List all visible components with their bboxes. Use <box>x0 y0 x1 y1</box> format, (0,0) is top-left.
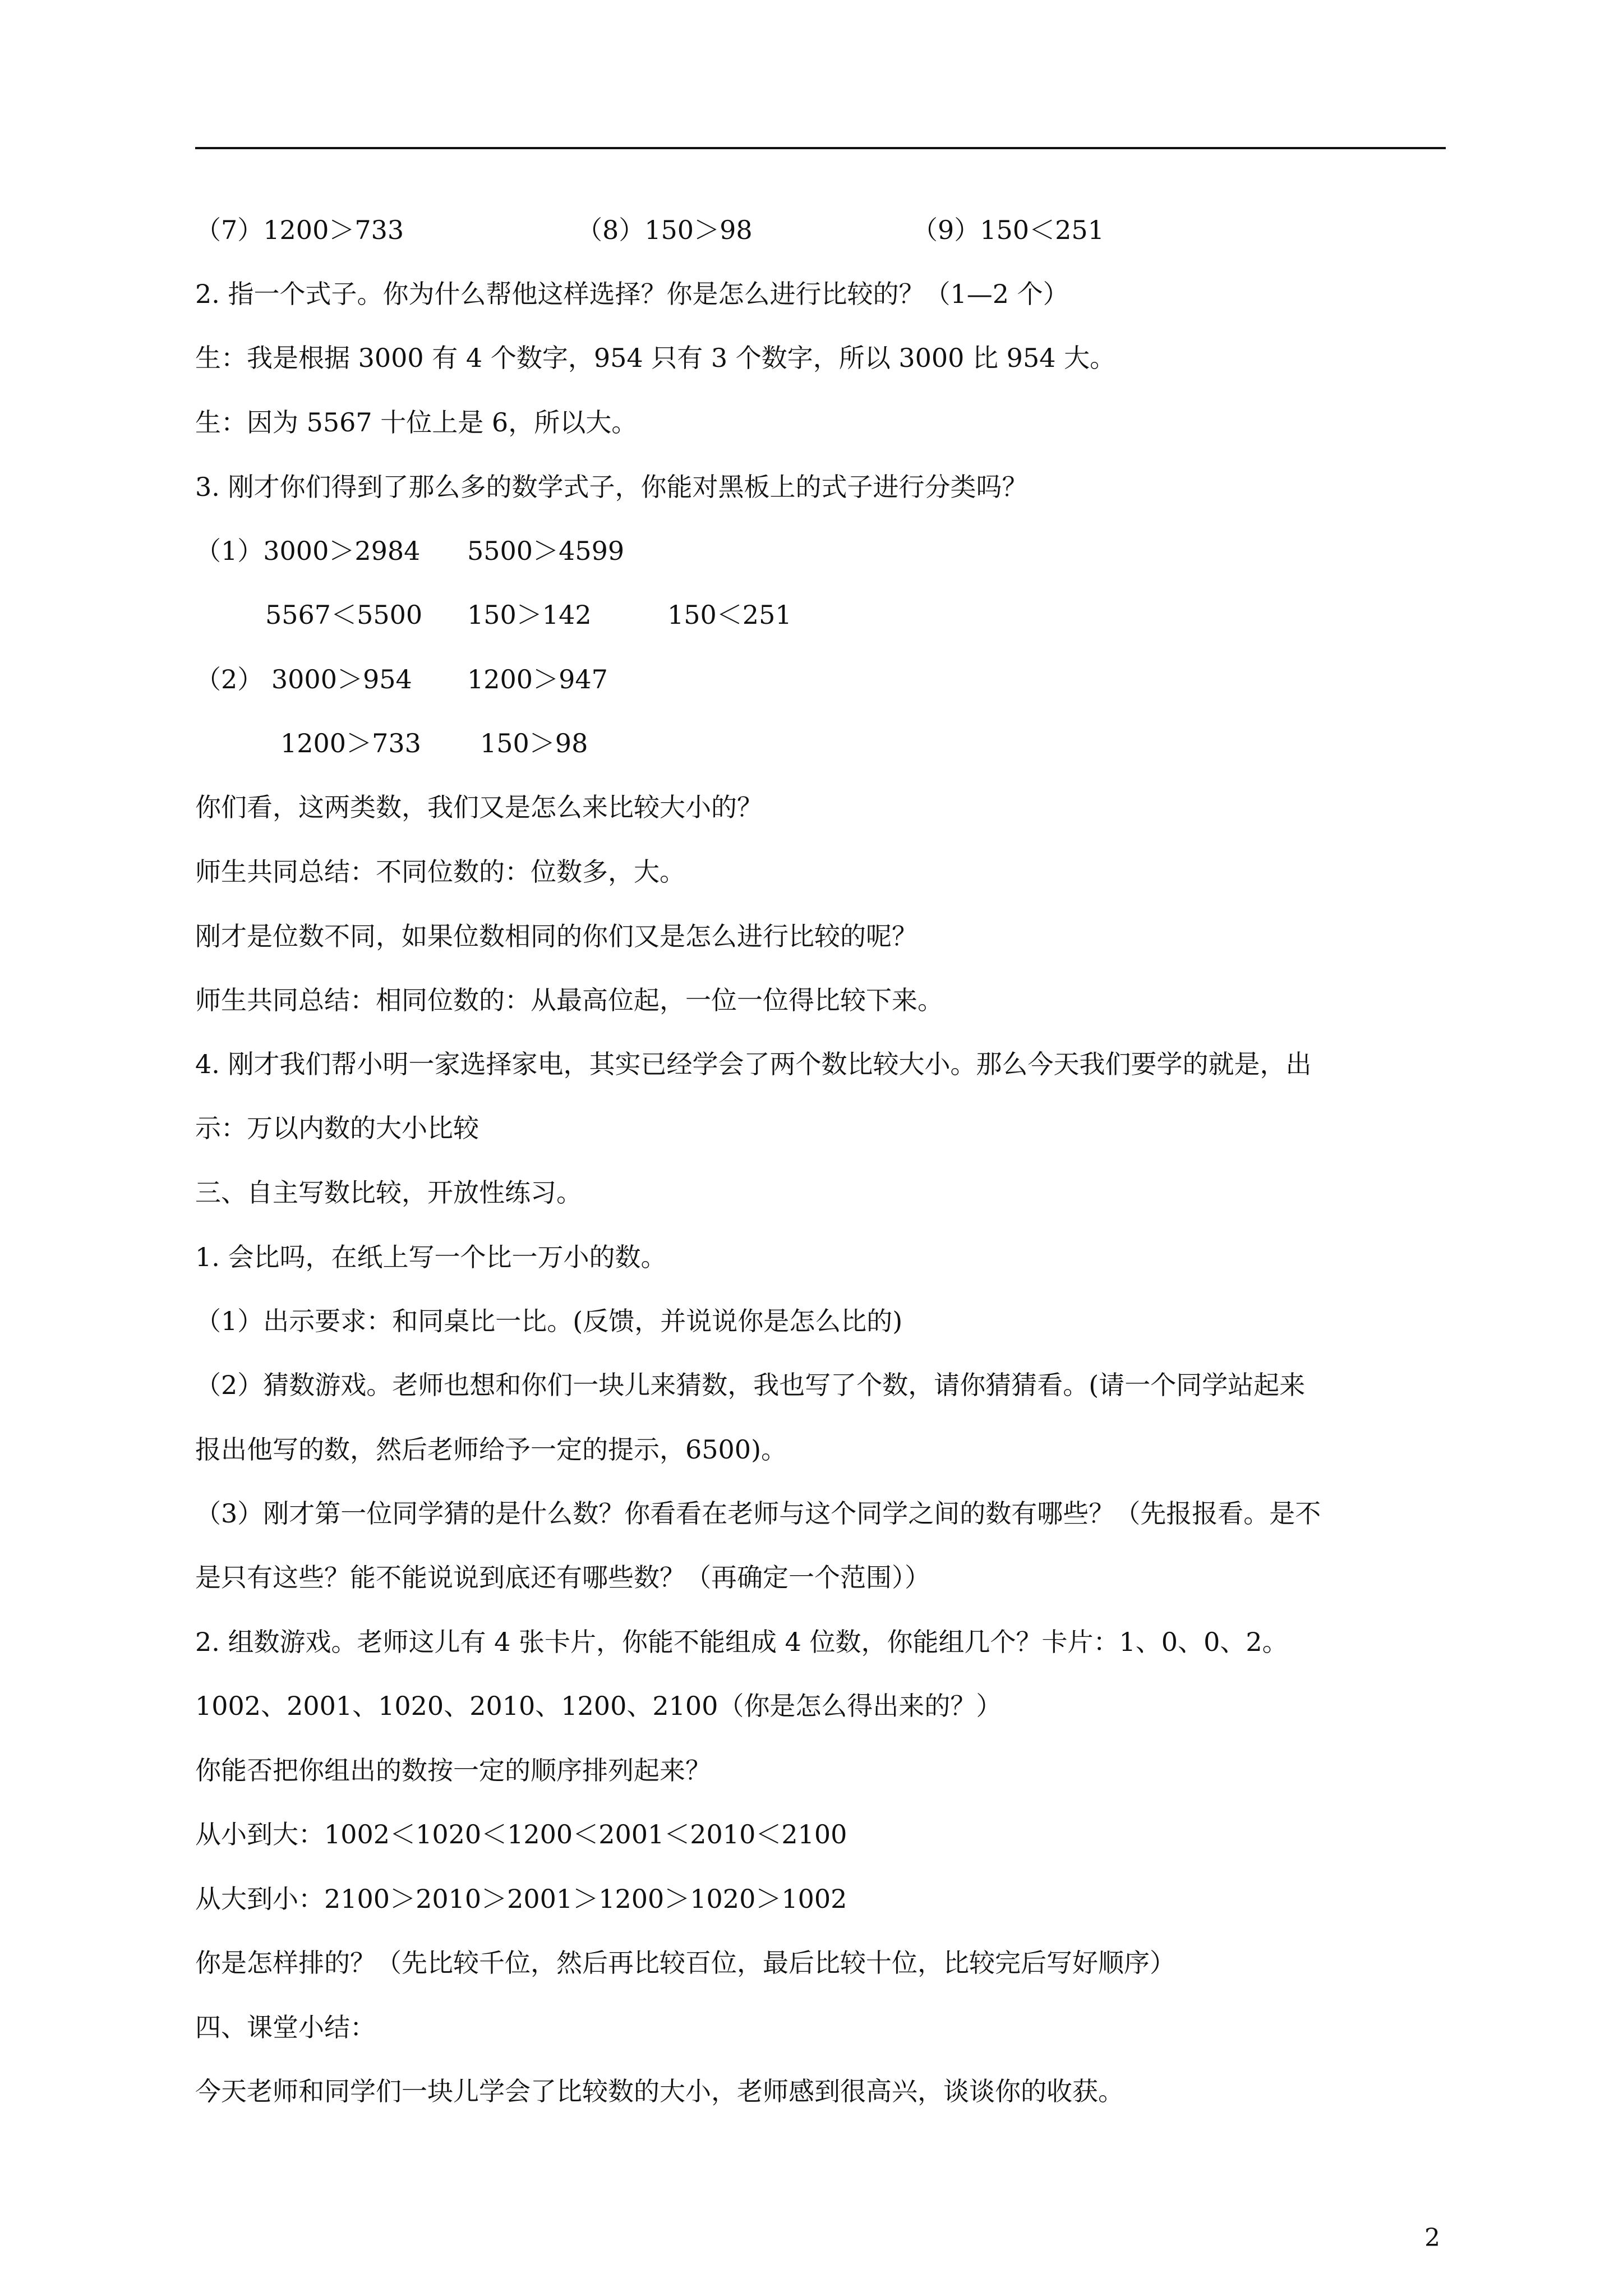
page-number: 2 <box>1424 2224 1440 2252</box>
comparison-8: （8）150＞98 <box>577 215 753 245</box>
paragraph-activity-1-step-2-cont: 报出他写的数，然后老师给予一定的提示，6500)。 <box>195 1434 787 1465</box>
paragraph-activity-1-step-2: （2）猜数游戏。老师也想和你们一块儿来猜数，我也写了个数，请你猜猜看。(请一个同学站起来 <box>195 1370 1306 1400</box>
paragraph-question-2: 2. 指一个式子。你为什么帮他这样选择？你是怎么进行比较的？（1—2 个） <box>195 279 1069 309</box>
expression: （1）3000＞2984 <box>195 536 421 566</box>
section-heading-4: 四、课堂小结： <box>195 2012 376 2042</box>
paragraph-activity-1-step-3-cont: 是只有这些？能不能说说到底还有哪些数？（再确定一个范围）） <box>195 1562 930 1593</box>
comparison-9: （9）150＜251 <box>912 215 1104 245</box>
paragraph-descending-order: 从大到小：2100＞2010＞2001＞1200＞1020＞1002 <box>195 1884 847 1914</box>
paragraph-activity-2: 2. 组数游戏。老师这儿有 4 张卡片，你能不能组成 4 位数，你能组几个？卡片：1、0、0、2。 <box>195 1627 1288 1657</box>
expression: 150＜251 <box>667 600 792 630</box>
paragraph-summary-1: 师生共同总结：不同位数的：位数多，大。 <box>195 857 685 887</box>
expression: 1200＞733 <box>280 728 421 758</box>
paragraph-summary-2: 师生共同总结：相同位数的：从最高位起，一位一位得比较下来。 <box>195 985 943 1015</box>
header-rule <box>195 147 1446 149</box>
paragraph: 你们看，这两类数，我们又是怎么来比较大小的？ <box>195 792 763 822</box>
paragraph-question-4: 4. 刚才我们帮小明一家选择家电，其实已经学会了两个数比较大小。那么今天我们要学的就是，出 <box>195 1049 1312 1079</box>
paragraph: 你能否把你组出的数按一定的顺序排列起来？ <box>195 1755 711 1786</box>
paragraph-activity-1-step-3: （3）刚才第一位同学猜的是什么数？你看看在老师与这个同学之间的数有哪些？（先报报看。是不 <box>195 1498 1321 1529</box>
paragraph-student-answer-2: 生：因为 5567 十位上是 6，所以大。 <box>195 407 638 438</box>
paragraph-activity-1-step-1: （1）出示要求：和同桌比一比。(反馈，并说说你是怎么比的) <box>195 1306 903 1336</box>
paragraph: 你是怎样排的？（先比较千位，然后再比较百位，最后比较十位，比较完后写好顺序） <box>195 1948 1175 1978</box>
expression: （2） 3000＞954 <box>195 664 412 694</box>
paragraph-closing: 今天老师和同学们一块儿学会了比较数的大小，老师感到很高兴，谈谈你的收获。 <box>195 2076 1124 2106</box>
expression: 5500＞4599 <box>467 536 625 566</box>
paragraph-student-answer-1: 生：我是根据 3000 有 4 个数字，954 只有 3 个数字，所以 3000 比 954 大。 <box>195 343 1116 373</box>
expression: 1200＞947 <box>467 664 608 694</box>
expression: 150＞98 <box>480 728 588 758</box>
section-heading-3: 三、自主写数比较，开放性练习。 <box>195 1177 582 1208</box>
paragraph-number-list: 1002、2001、1020、2010、1200、2100（你是怎么得出来的？） <box>195 1691 1002 1721</box>
paragraph-activity-1: 1. 会比吗，在纸上写一个比一万小的数。 <box>195 1242 667 1272</box>
expression: 5567＜5500 <box>265 600 423 630</box>
expression: 150＞142 <box>467 600 592 630</box>
comparison-7: （7）1200＞733 <box>195 215 404 245</box>
paragraph-question-4-cont: 示：万以内数的大小比较 <box>195 1113 479 1143</box>
paragraph: 刚才是位数不同，如果位数相同的你们又是怎么进行比较的呢？ <box>195 921 917 951</box>
paragraph-ascending-order: 从小到大：1002＜1020＜1200＜2001＜2010＜2100 <box>195 1819 847 1849</box>
paragraph-question-3: 3. 刚才你们得到了那么多的数学式子，你能对黑板上的式子进行分类吗？ <box>195 472 1028 502</box>
